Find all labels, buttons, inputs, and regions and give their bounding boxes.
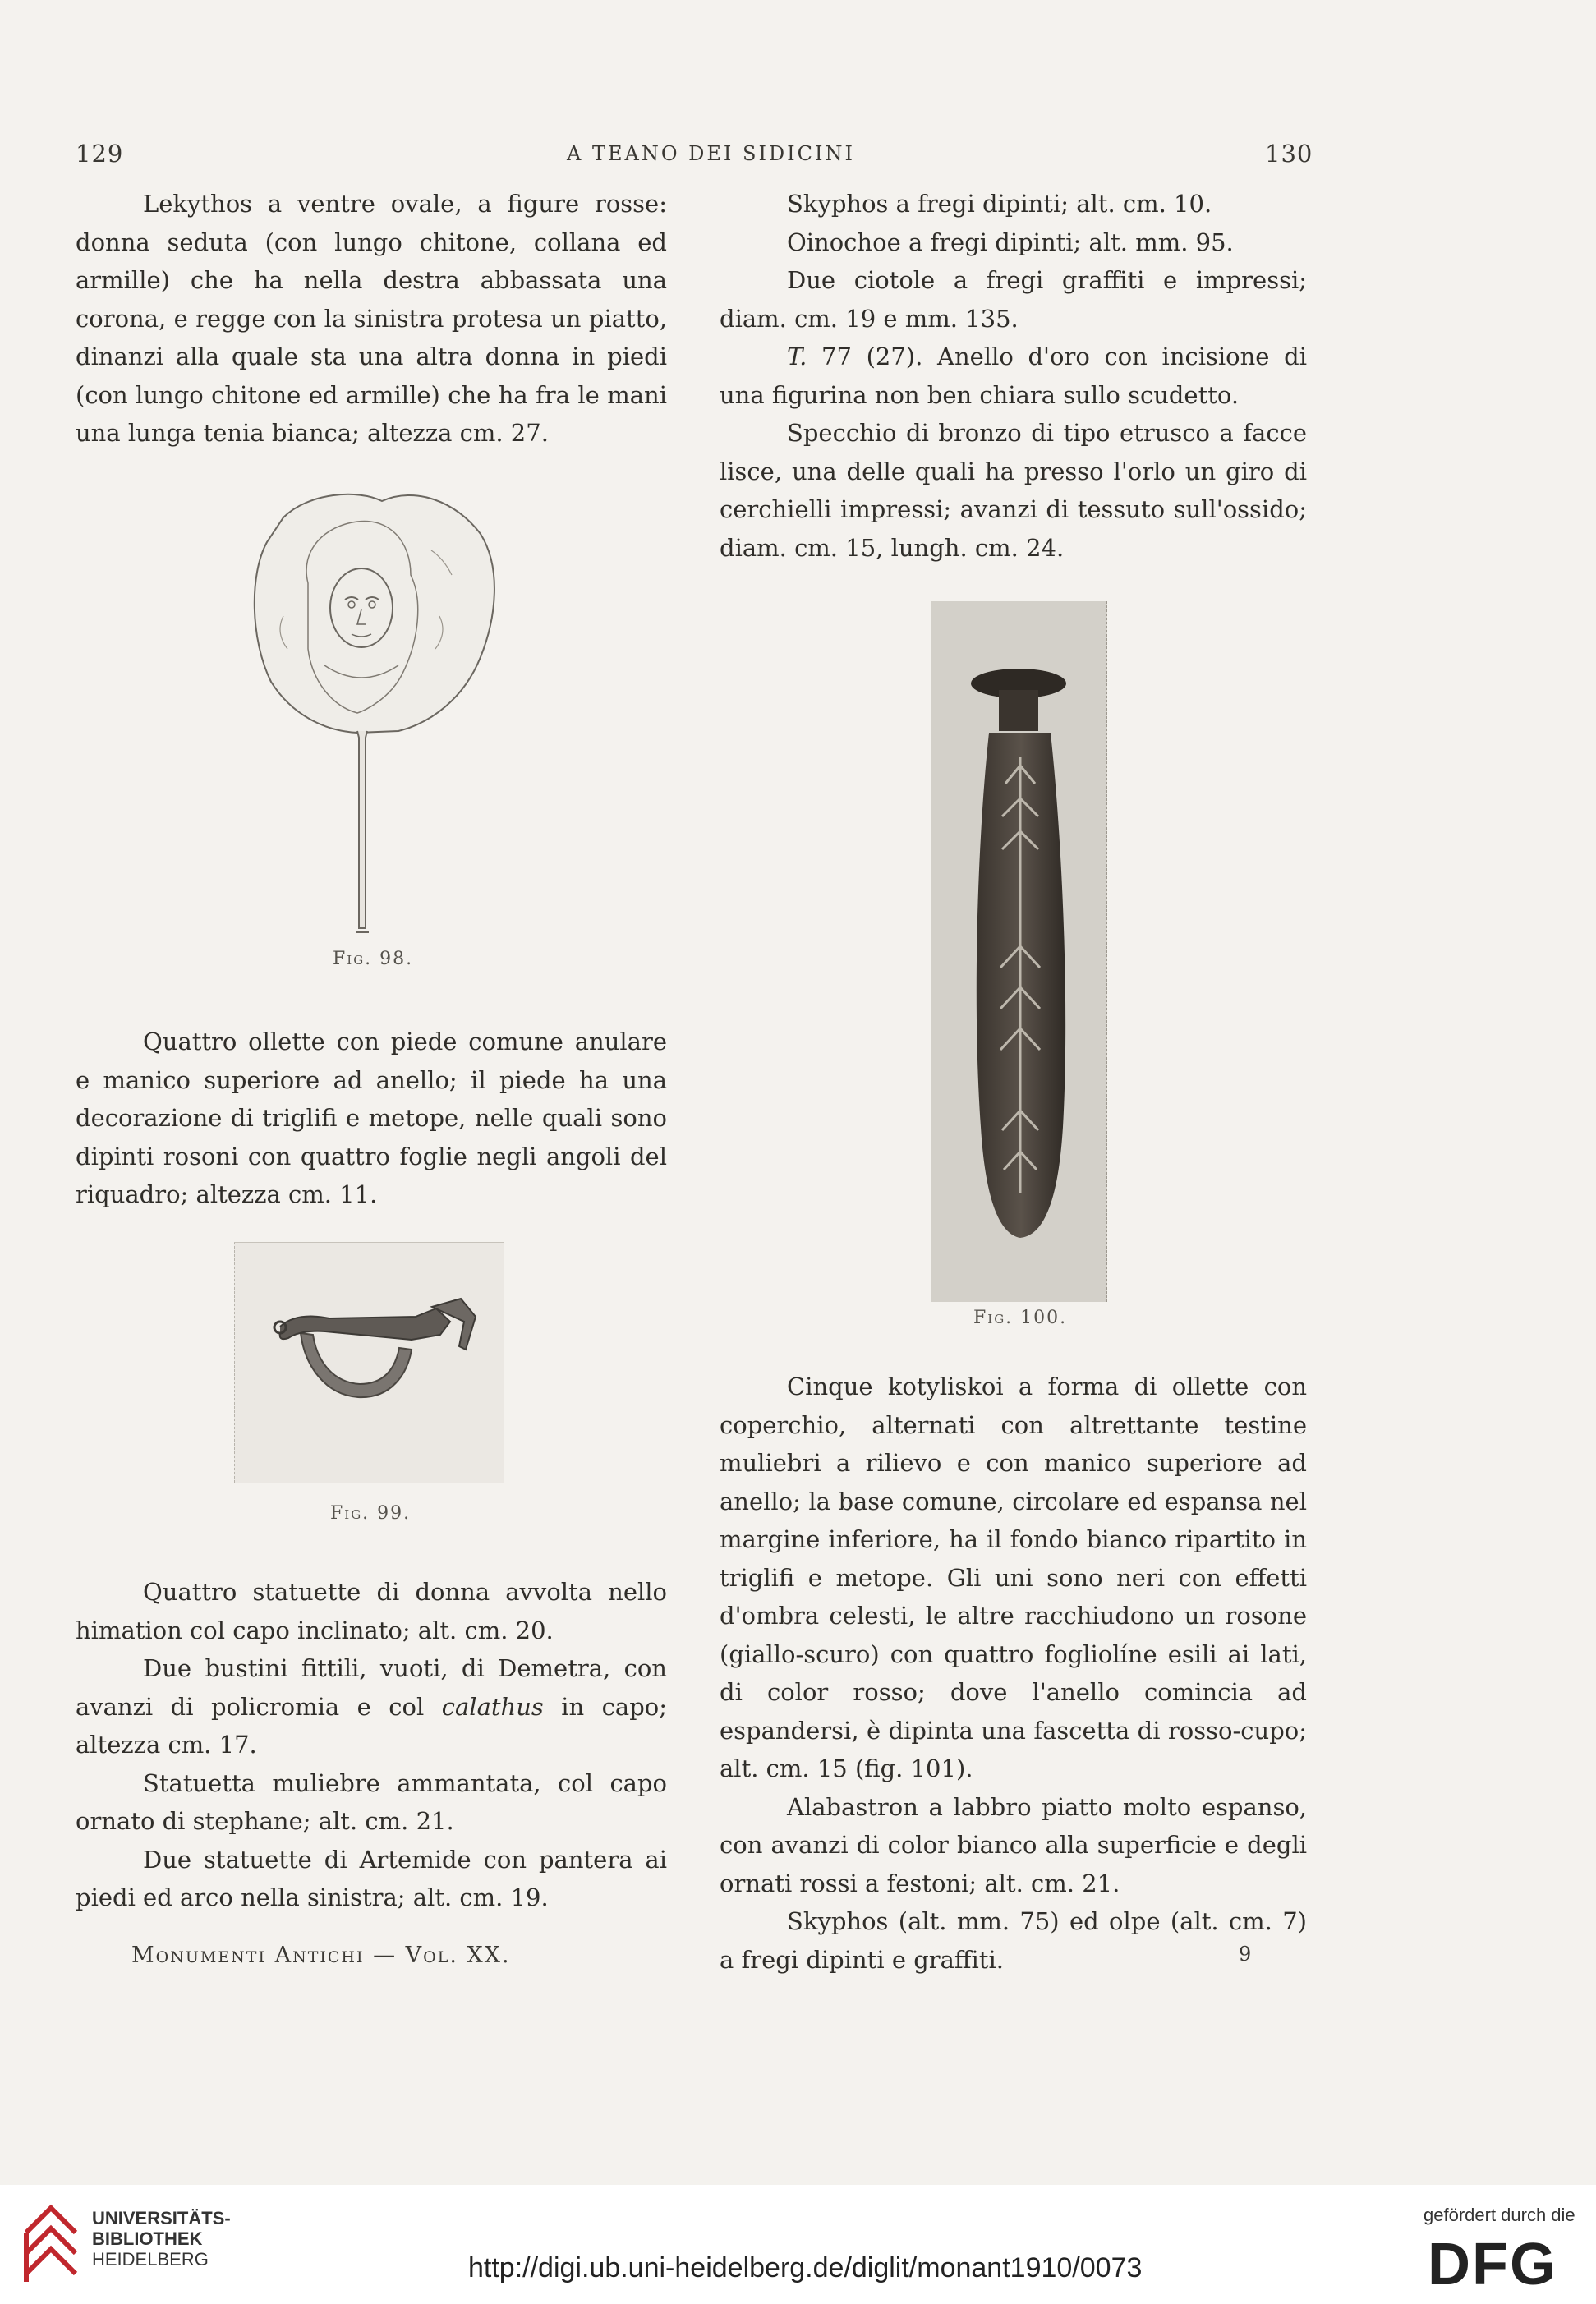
figure-100-caption: Fig. 100. [973,1308,1068,1328]
library-line-2: BIBLIOTHEK [92,2228,203,2249]
figure-100-alabastron [931,601,1107,1302]
running-title: A TEANO DEI SIDICINI [567,142,855,165]
paragraph-alabastron: Alabastron a labbro piatto molto espanso, con avanzi di color bianco alla superficie e degli ornati rossi a festoni; alt. cm. 21. [720,1792,1307,1897]
left-column-bottom [76,1573,667,1917]
paragraph-artemide: Due statuette di Artemide con pantera ai piedi ed arco nella sinistra; alt. cm. 19. [76,1845,667,1911]
left-column-top [76,185,667,453]
page-number-left: 129 [76,140,124,168]
paragraph-statuette-himation: Quattro statuette di donna avvolta nello himation col capo inclinato; alt. cm. 20. [76,1578,667,1644]
paragraph-anello [720,338,1307,414]
funded-by-label: gefördert durch die [1424,2205,1575,2225]
paragraph-kotyliskoi: Cinque kotyliskoi a forma di ollette con coperchio, alternati con altrettante testine muliebri a rilievo e con manico superiore ad anello; la base comune, circolare ed espansa nel margine inferiore, ha il fondo bianco ripartito in triglifi e metope. Gli uni sono neri con effetti d'ombra celesti, le altre racchiudono un rosone (giallo-scuro) con quattro fogliolíne esili ai lati, di color rosso; dove l'anello comincia ad espandersi, è dipinta una fascetta di rosso-cupo; alt. cm. 15 (fig. 101). [720,1373,1307,1782]
ub-heidelberg-logo-icon [18,2200,90,2290]
dfg-logo: DFG [1428,2232,1557,2297]
paragraph-oinochoe: Oinochoe a fregi dipinti; alt. mm. 95. [787,228,1234,256]
anello-text: 77 (27). Anello d'oro con incisione di una figurina non ben chiara sullo scudetto. [720,343,1307,409]
library-line-3: HEIDELBERG [92,2249,209,2270]
bustini-text-b: in capo; altezza cm. 17. [76,1692,667,1759]
library-line-1: UNIVERSITÄTS- [92,2208,231,2228]
right-column-top [720,185,1307,567]
footer-journal: Monumenti Antichi — Vol. XX. [131,1943,511,1968]
figure-99-caption: Fig. 99. [330,1503,412,1524]
left-column-middle [76,1023,667,1214]
library-name [92,2208,231,2270]
paragraph-skyphos: Skyphos a fregi dipinti; alt. cm. 10. [787,190,1212,218]
paragraph-lekythos: Lekythos a ventre ovale, a figure rosse: donna seduta (con lungo chitone, collana ed armille) che ha nella destra abbassata una corona, e regge con la sinistra protesa un piatto, dinanzi alla quale sta una altra donna in piedi (con lungo chitone ed armille) che ha fra le mani una lunga tenia bianca; altezza cm. 27. [76,190,667,447]
bottom-bar [0,2185,1596,2304]
paragraph-skyphos-olpe: Skyphos (alt. mm. 75) ed olpe (alt. cm. 7) a fregi dipinti e graffiti. [720,1907,1307,1974]
paragraph-specchio: Specchio di bronzo di tipo etrusco a facce lisce, una delle quali ha presso l'orlo un giro di cerchielli impressi; avanzi di tessuto sull'ossido; diam. cm. 15, lungh. cm. 24. [720,419,1307,562]
anello-italic: T. [787,343,807,370]
right-column-bottom [720,1368,1307,1979]
figure-98-caption: Fig. 98. [333,949,414,969]
figure-99-fibula [234,1242,504,1483]
document-url-link[interactable]: http://digi.ub.uni-heidelberg.de/diglit/monant1910/0073 [468,2252,1143,2283]
paragraph-statuetta-muliebre: Statuetta muliebre ammantata, col capo ornato di stephane; alt. cm. 21. [76,1768,667,1835]
bustini-text-a: Due bustini fittili, vuoti, di Demetra, con avanzi di policromia e col [76,1654,667,1721]
paragraph-bustini [76,1649,667,1764]
figure-98-mirror [234,485,505,945]
footer-signature: 9 [1239,1943,1253,1966]
paragraph-ollette: Quattro ollette con piede comune anulare e manico superiore ad anello; il piede ha una decorazione di triglifi e metope, nelle quali sono dipinti rosoni con quattro foglie negli angoli del riquadro; altezza cm. 11. [76,1028,667,1208]
paragraph-ciotole: Due ciotole a fregi graffiti e impressi; diam. cm. 19 e mm. 135. [720,266,1307,333]
bustini-italic: calathus [441,1692,544,1721]
page-number-right: 130 [1265,140,1313,168]
